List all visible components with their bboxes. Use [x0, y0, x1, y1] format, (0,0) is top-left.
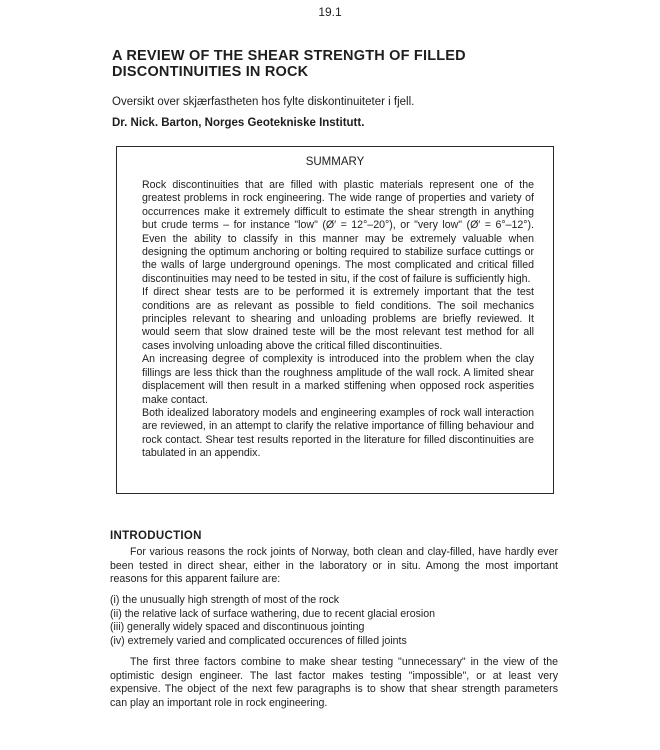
reason-item: (iii) generally widely spaced and discontinuous jointing: [110, 621, 365, 634]
summary-box: [116, 146, 554, 494]
summary-heading: SUMMARY: [305, 156, 365, 168]
page-number: 19.1: [318, 5, 342, 19]
summary-paragraph: If direct shear tests are to be performed it is extremely important that the test conditions are as relevant as possible to field conditions. The soil mechanics principles relevant to shearing and unloading problems are briefly reviewed. It would seem that slow drained teste will be the most relevant test method for all cases involving unloading above the critical filled discontinuities.: [142, 286, 534, 352]
summary-paragraph: Both idealized laboratory models and engineering examples of rock wall interaction are reviewed, in an attempt to clarify the relative importance of filling behaviour and rock contact. Shear test results reported in the literature for filled discontinuities are tabulated in an appendix.: [142, 406, 534, 460]
summary-paragraph: An increasing degree of complexity is introduced into the problem when the clay fillings are less thick than the roughness amplitude of the wall rock. A limited shear displacement will then result in a marked stiffening when opposed rock asperities make contact.: [142, 353, 534, 406]
reason-item: (i) the unusually high strength of most of the rock: [110, 594, 340, 606]
introduction-paragraph: The first three factors combine to make shear testing "unnecessary" in the view of the optimistic design engineer. The last factor makes testing "impossible", or at least very expensive. The object of the next few paragraphs is to show that shear strength parameters can play an important role in rock engineering.: [110, 656, 558, 709]
summary-paragraph: Rock discontinuities that are filled with plastic materials represent one of the greatest problems in rock engineering. The wide range of properties and variety of occurrences make it extremely difficult to estimate the shear strength in anything but crude terms – for instance "low" (Ø′ = 12°–20°), or "very low" (Ø′ = 6°–12°). Even the ability to classify in this manner may be extremely valuable when designing the optimum anchoring or bolting required to stabilize surface cuttings or the walls of large underground openings. The most complicated and critical filled discontinuities may need to be tested in situ, if the cost of failure is sufficiently high.: [142, 179, 534, 285]
paper-title: A REVIEW OF THE SHEAR STRENGTH OF FILLED DISCONTINUITIES IN ROCK: [112, 48, 466, 80]
reason-item: (ii) the relative lack of surface wathering, due to recent glacial erosion: [110, 607, 436, 620]
reasons-list: [110, 594, 558, 648]
norwegian-subtitle: Oversikt over skjærfastheten hos fylte diskontinuiteter i fjell.: [112, 96, 415, 108]
summary-body: [142, 179, 534, 461]
author-line: Dr. Nick. Barton, Norges Geotekniske Institutt.: [112, 117, 365, 129]
reason-item: (iv) extremely varied and complicated occurences of filled joints: [110, 634, 407, 647]
introduction-paragraph: For various reasons the rock joints of Norway, both clean and clay-filled, have hardly ever been tested in direct shear, either in the laboratory or in situ. Among the most important reasons for this apparent failure are:: [110, 546, 558, 586]
introduction-heading: INTRODUCTION: [110, 530, 202, 542]
